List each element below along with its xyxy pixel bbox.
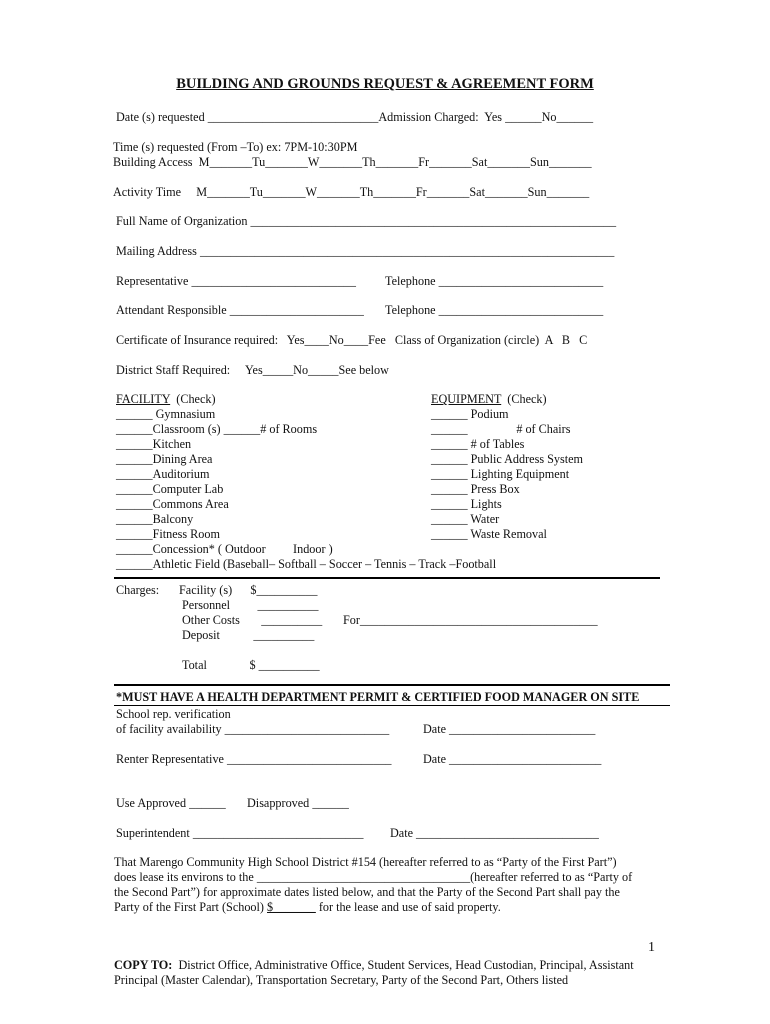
time-requested-line: Time (s) requested (From –To) ex: 7PM-10:30PM — [113, 140, 358, 154]
copy-to-recipients-1: District Office, Administrative Office, Student Services, Head Custodian, Principal, Assistant — [172, 958, 634, 972]
agreement-text-line-4 — [114, 900, 501, 915]
facility-header — [116, 392, 216, 407]
section-divider-bottom — [114, 705, 670, 706]
renter-date-field[interactable]: Date _________________________ — [423, 752, 602, 766]
equipment-item-lighting[interactable]: ______ Lighting Equipment — [431, 467, 570, 481]
superintendent-field[interactable]: Superintendent ____________________________ — [116, 826, 364, 840]
equipment-item-podium[interactable]: ______ Podium — [431, 407, 509, 421]
representative-field[interactable]: Representative ___________________________ — [116, 274, 356, 288]
activity-time-line[interactable]: Activity Time M_______Tu_______W_______Th_______Fr_______Sat_______Sun_______ — [113, 185, 590, 199]
facility-item-dining-area[interactable]: ______Dining Area — [116, 452, 213, 466]
telephone-field-2[interactable]: Telephone ___________________________ — [385, 303, 604, 317]
charge-facility-line[interactable]: Facility (s) $__________ — [179, 583, 318, 597]
renter-representative-field[interactable]: Renter Representative ___________________________ — [116, 752, 392, 766]
facility-availability-field[interactable]: of facility availability ___________________________ — [116, 722, 390, 736]
verification-label: School rep. verification — [116, 707, 231, 721]
equipment-item-chairs[interactable]: ______ # of Chairs — [431, 422, 571, 436]
agreement-text-line-4-start: Party of the First Part (School) — [114, 900, 268, 914]
equipment-header — [431, 392, 547, 407]
equipment-header-label: EQUIPMENT — [431, 392, 502, 406]
section-divider-top — [114, 577, 660, 579]
equipment-item-water[interactable]: ______ Water — [431, 512, 500, 526]
facility-item-kitchen[interactable]: ______Kitchen — [116, 437, 192, 451]
charge-deposit-line[interactable]: Deposit __________ — [182, 628, 315, 642]
facility-item-auditorium[interactable]: ______Auditorium — [116, 467, 210, 481]
facility-item-athletic-field[interactable]: ______Athletic Field (Baseball– Softball – Soccer – Tennis – Track –Football — [116, 557, 497, 571]
verification-date-field[interactable]: Date ________________________ — [423, 722, 596, 736]
facility-item-classroom[interactable]: ______Classroom (s) ______# of Rooms — [116, 422, 318, 436]
page-number: 1 — [648, 940, 655, 955]
equipment-item-press-box[interactable]: ______ Press Box — [431, 482, 520, 496]
equipment-item-lights[interactable]: ______ Lights — [431, 497, 502, 511]
agreement-text-line-1: That Marengo Community High School District #154 (hereafter referred to as “Party of the First Part”) — [114, 855, 617, 869]
insurance-line[interactable]: Certificate of Insurance required: Yes____No____Fee Class of Organization (circle) A B C — [116, 333, 588, 347]
health-permit-notice: *MUST HAVE A HEALTH DEPARTMENT PERMIT & CERTIFIED FOOD MANAGER ON SITE — [116, 690, 640, 704]
mailing-address-field[interactable]: Mailing Address ____________________________________________________________________ — [116, 244, 615, 258]
equipment-check-label: (Check) — [501, 392, 547, 406]
approval-line[interactable]: Use Approved ______ Disapproved ______ — [116, 796, 349, 810]
copy-to-label: COPY TO: — [114, 958, 173, 972]
superintendent-date-field[interactable]: Date ______________________________ — [390, 826, 599, 840]
charge-personnel-line[interactable]: Personnel __________ — [182, 598, 319, 612]
attendant-field[interactable]: Attendant Responsible ______________________ — [116, 303, 364, 317]
facility-item-commons-area[interactable]: ______Commons Area — [116, 497, 229, 511]
charge-other-costs-line[interactable]: Other Costs __________ — [182, 613, 323, 627]
facility-item-computer-lab[interactable]: ______Computer Lab — [116, 482, 224, 496]
form-title: BUILDING AND GROUNDS REQUEST & AGREEMENT FORM — [176, 76, 594, 92]
agreement-text-line-2: does lease its environs to the ___________________________________(hereafter referred to as “Party of — [114, 870, 633, 884]
charge-total-line[interactable]: Total $ __________ — [182, 658, 320, 672]
district-staff-line[interactable]: District Staff Required: Yes_____No_____See below — [116, 363, 389, 377]
facility-header-label: FACILITY — [116, 392, 171, 406]
charge-for-line[interactable]: For_______________________________________ — [343, 613, 598, 627]
equipment-item-tables[interactable]: ______ # of Tables — [431, 437, 525, 451]
equipment-item-waste-removal[interactable]: ______ Waste Removal — [431, 527, 547, 541]
building-access-line[interactable]: Building Access M_______Tu_______W_______Th_______Fr_______Sat_______Sun_______ — [113, 155, 592, 169]
charges-label: Charges: — [116, 583, 160, 597]
lease-amount-field[interactable]: $_______ — [267, 900, 316, 914]
facility-check-label: (Check) — [170, 392, 216, 406]
equipment-item-pa-system[interactable]: ______ Public Address System — [431, 452, 584, 466]
telephone-field-1[interactable]: Telephone ___________________________ — [385, 274, 604, 288]
section-divider-middle — [114, 684, 670, 686]
organization-name-field[interactable]: Full Name of Organization ____________________________________________________________ — [116, 214, 617, 228]
facility-item-gymnasium[interactable]: ______ Gymnasium — [116, 407, 216, 421]
copy-to-line-2: Principal (Master Calendar), Transportation Secretary, Party of the Second Part, Others listed — [114, 973, 569, 987]
facility-item-fitness-room[interactable]: ______Fitness Room — [116, 527, 220, 541]
copy-to-line-1 — [114, 958, 634, 973]
agreement-text-line-4-end: for the lease and use of said property. — [315, 900, 501, 914]
agreement-text-line-3: the Second Part”) for approximate dates listed below, and that the Party of the Second Part shall pay the — [114, 885, 620, 899]
facility-item-balcony[interactable]: ______Balcony — [116, 512, 194, 526]
dates-requested-line[interactable]: Date (s) requested ____________________________Admission Charged: Yes ______No______ — [116, 110, 594, 124]
facility-item-concession[interactable]: ______Concession* ( Outdoor Indoor ) — [116, 542, 333, 556]
